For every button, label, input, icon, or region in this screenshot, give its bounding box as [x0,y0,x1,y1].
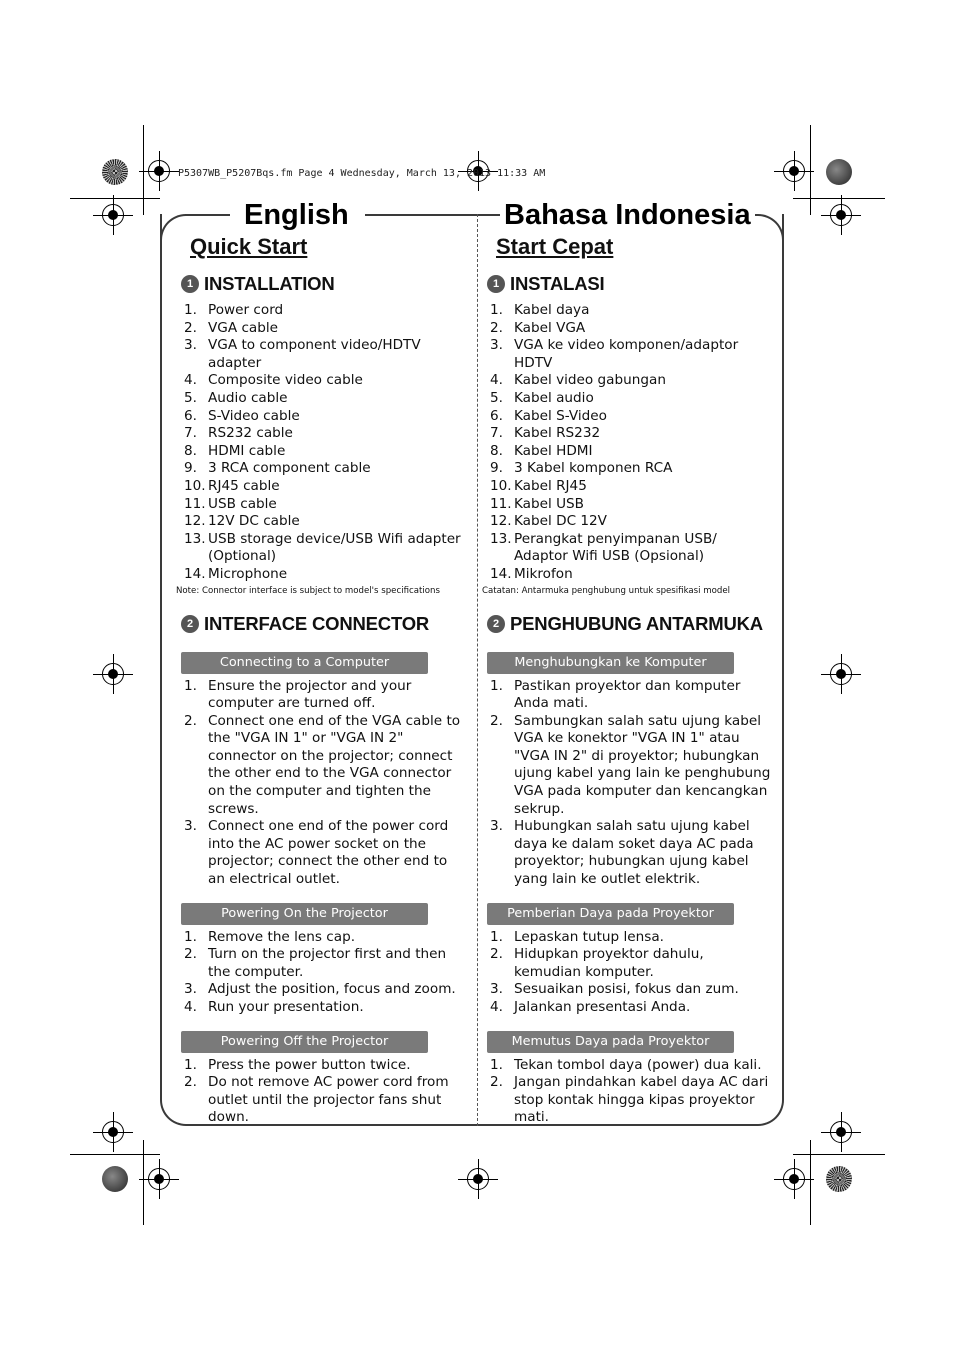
connect-list [482,678,772,889]
list-item [176,460,466,478]
item-number: 2. [184,946,197,963]
list-item [482,390,772,408]
list-item [482,443,772,461]
indonesia-title: Bahasa Indonesia [500,196,755,234]
item-text: VGA to component video/HDTV adapter [208,337,421,371]
color-target-icon [826,159,852,185]
item-text: HDMI cable [208,442,286,459]
item-number: 14. [490,565,512,582]
list-item [176,929,466,947]
installation-list [482,302,772,584]
list-item [176,513,466,531]
item-text: Do not remove AC power cord from outlet until the projector fans shut down. [208,1074,449,1126]
item-number: 6. [184,407,197,424]
item-text: Turn on the projector first and then the computer. [208,946,447,980]
list-item [482,1074,772,1127]
list-item [482,425,772,443]
item-number: 3. [184,981,197,998]
list-item [176,496,466,514]
item-number: 1. [490,302,503,318]
quick-start-heading: Quick Start [190,234,308,259]
item-text: S-Video cable [208,407,300,424]
registration-mark-icon [783,1168,805,1190]
registration-mark-icon [830,663,852,685]
item-text: Lepaskan tutup lensa. [514,928,664,945]
column-divider [477,214,478,1126]
item-text: Adjust the position, focus and zoom. [208,981,456,998]
item-text: Connect one end of the VGA cable to the "VGA IN 1" or "VGA IN 2" connector on the projector; connect the other end to the VGA connector on the computer and tighten the screws. [208,712,461,817]
item-number: 4. [184,999,197,1015]
list-item [176,566,466,584]
item-text: Kabel DC 12V [514,513,607,530]
item-number: 1. [490,677,503,694]
item-text: Kabel RJ45 [514,477,587,494]
item-number: 9. [184,460,197,477]
item-number: 13. [184,530,206,547]
list-item [176,531,466,566]
item-number: 2. [184,1074,197,1091]
item-text: Press the power button twice. [208,1056,411,1073]
list-item [482,302,772,320]
item-number: 3. [184,337,197,354]
item-text: Pastikan proyektor dan komputer Anda mati. [514,677,741,712]
list-item [176,478,466,496]
item-number: 11. [184,495,206,512]
item-text: Kabel daya [514,302,590,318]
item-number: 2. [490,319,503,336]
list-item [176,408,466,426]
interface-heading: 2 PENGHUBUNG ANTARMUKA [482,610,772,638]
item-text: Kabel audio [514,389,594,406]
item-text: Ensure the projector and your computer are turned off. [208,677,412,712]
power-on-list [176,929,466,1017]
item-text: Sambungkan salah satu ujung kabel VGA ke konektor "VGA IN 1" atau "VGA IN 2" di proyektor; hubungkan ujung kabel yang lain ke penghubung VGA pada komputer dan kencangkan sekrup. [514,712,771,817]
item-text: USB cable [208,495,277,512]
item-number: 10. [184,477,206,494]
item-text: Kabel HDMI [514,442,593,459]
item-number: 8. [184,442,197,459]
step-number-icon: 2 [487,615,505,633]
item-text: Kabel RS232 [514,425,601,442]
step-number-icon: 1 [487,275,505,293]
list-item [482,460,772,478]
item-text: Microphone [208,565,288,582]
list-item [482,929,772,947]
list-item [176,1074,466,1127]
power-on-list [482,929,772,1017]
item-text: Power cord [208,302,284,318]
item-number: 1. [490,1056,503,1073]
list-item [176,999,466,1017]
list-item [176,678,466,713]
registration-mark-icon [102,204,124,226]
item-text: Kabel USB [514,495,584,512]
item-text: Remove the lens cap. [208,928,356,945]
item-number: 2. [490,712,503,729]
item-number: 3. [490,981,503,998]
item-number: 5. [490,389,503,406]
list-item [176,302,466,320]
list-item [482,678,772,713]
list-item [482,496,772,514]
item-number: 5. [184,389,197,406]
item-number: 1. [184,677,197,694]
item-number: 7. [184,425,197,442]
item-text: USB storage device/USB Wifi adapter (Optional) [208,530,461,565]
list-item [482,478,772,496]
item-number: 7. [490,425,503,442]
list-item [176,946,466,981]
registration-mark-icon [148,160,170,182]
item-number: 1. [184,302,197,318]
item-text: 3 Kabel komponen RCA [514,460,673,477]
list-item [482,999,772,1017]
interface-heading: 2 INTERFACE CONNECTOR [176,610,466,638]
quick-start-heading: Start Cepat [496,234,614,259]
item-number: 9. [490,460,503,477]
list-item [482,1057,772,1075]
item-number: 2. [490,1074,503,1091]
list-item [176,320,466,338]
list-item [482,713,772,819]
list-item [176,981,466,999]
item-number: 8. [490,442,503,459]
installation-list [176,302,466,584]
list-item [482,337,772,372]
item-text: Run your presentation. [208,999,364,1015]
indonesia-column [482,232,772,1127]
list-item [176,425,466,443]
item-text: Tekan tombol daya (power) dua kali. [514,1056,762,1073]
item-number: 12. [490,513,512,530]
list-item [482,531,772,566]
powering-off-bar: Memutus Daya pada Proyektor [487,1031,734,1053]
item-text: Kabel VGA [514,319,586,336]
item-text: Audio cable [208,389,288,406]
item-text: RS232 cable [208,425,293,442]
item-number: 4. [184,372,197,389]
list-item [482,320,772,338]
item-text: Composite video cable [208,372,363,389]
list-item [176,337,466,372]
list-item [176,443,466,461]
connector-note: Catatan: Antarmuka penghubung untuk spesifikasi model [482,585,731,596]
list-item [176,818,466,888]
item-number: 14. [184,565,206,582]
connecting-bar: Connecting to a Computer [181,652,428,674]
list-item [482,513,772,531]
item-number: 1. [184,928,197,945]
item-text: VGA cable [208,319,279,336]
powering-off-bar: Powering Off the Projector [181,1031,428,1053]
power-off-list [176,1057,466,1127]
registration-mark-icon [148,1168,170,1190]
connecting-bar: Menghubungkan ke Komputer [487,652,734,674]
item-number: 3. [490,818,503,835]
item-number: 2. [490,946,503,963]
item-number: 4. [490,999,503,1015]
connector-note: Note: Connector interface is subject to model's specifications [176,585,440,596]
item-text: Connect one end of the power cord into the AC power socket on the projector; connect the other end to an electrical outlet. [208,818,449,888]
file-header: P5307WB_P5207Bqs.fm Page 4 Wednesday, March 13, 2013 11:33 AM [178,168,546,179]
item-number: 2. [184,712,197,729]
registration-mark-icon [102,1121,124,1143]
step-number-icon: 2 [181,615,199,633]
item-text: Kabel S-Video [514,407,607,424]
item-text: Hidupkan proyektor dahulu, kemudian komputer. [514,946,704,980]
list-item [482,408,772,426]
item-text: Perangkat penyimpanan USB/ Adaptor Wifi USB (Opsional) [514,530,717,565]
item-number: 13. [490,530,512,547]
item-text: Sesuaikan posisi, fokus dan zum. [514,981,739,998]
connect-list [176,678,466,889]
registration-mark-icon [102,663,124,685]
item-text: Kabel video gabungan [514,372,666,389]
item-text: Mikrofon [514,565,573,582]
color-target-icon [102,1166,128,1192]
english-column [176,232,466,1127]
installation-heading: 1 INSTALLATION [176,270,466,298]
item-text: 12V DC cable [208,513,300,530]
installation-heading: 1 INSTALASI [482,270,772,298]
list-item [482,566,772,584]
list-item [482,981,772,999]
list-item [482,372,772,390]
list-item [176,372,466,390]
registration-mark-icon [830,1121,852,1143]
item-text: VGA ke video komponen/adaptor HDTV [514,337,739,371]
item-number: 11. [490,495,512,512]
item-number: 12. [184,513,206,530]
powering-on-bar: Powering On the Projector [181,903,428,925]
item-text: Jalankan presentasi Anda. [514,999,691,1015]
list-item [176,713,466,819]
item-text: Jangan pindahkan kabel daya AC dari stop kontak hingga kipas proyektor mati. [514,1074,769,1126]
list-item [482,818,772,888]
registration-mark-icon [830,204,852,226]
item-number: 1. [184,1056,197,1073]
english-title: English [240,196,353,234]
step-number-icon: 1 [181,275,199,293]
item-number: 10. [490,477,512,494]
list-item [176,1057,466,1075]
color-target-icon [826,1166,852,1192]
list-item [176,390,466,408]
item-number: 3. [490,337,503,354]
registration-mark-icon [467,1168,489,1190]
item-text: Hubungkan salah satu ujung kabel daya ke dalam soket daya AC pada proyektor; hubungkan ujung kabel yang lain ke outlet elektrik. [514,818,754,888]
registration-mark-icon [783,160,805,182]
item-number: 3. [184,818,197,835]
item-text: 3 RCA component cable [208,460,371,477]
color-target-icon [102,159,128,185]
item-text: RJ45 cable [208,477,280,494]
list-item [482,946,772,981]
item-number: 1. [490,928,503,945]
item-number: 2. [184,319,197,336]
power-off-list [482,1057,772,1127]
item-number: 4. [490,372,503,389]
item-number: 6. [490,407,503,424]
powering-on-bar: Pemberian Daya pada Proyektor [487,903,734,925]
